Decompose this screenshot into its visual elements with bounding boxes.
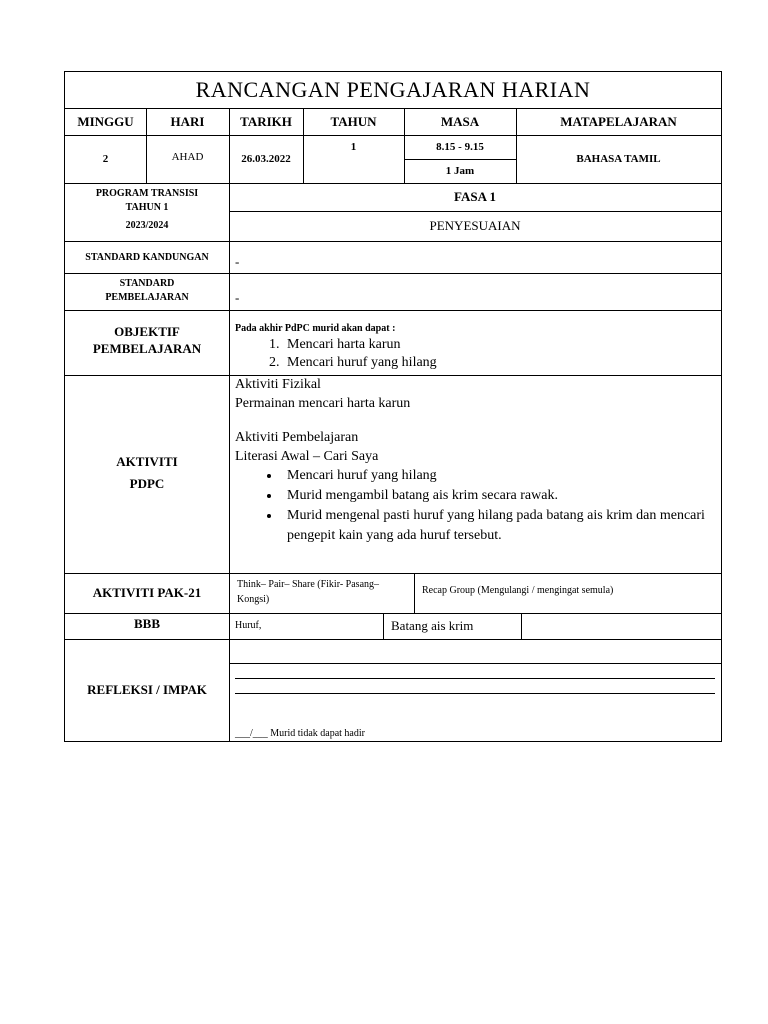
pak21-label: AKTIVITI PAK-21 [92, 585, 202, 600]
header-tarikh: TARIKH [240, 113, 292, 129]
aktiviti-fizikal-text: Permainan mencari harta karun [235, 396, 411, 411]
topic-label: PENYESUAIAN [429, 218, 521, 233]
bbb-item1: Huruf, [235, 620, 262, 631]
objektif-list [235, 336, 715, 372]
standard-kandungan-value: - [235, 254, 240, 269]
objektif-label-line1: OBJEKTIF [114, 324, 180, 339]
fasa-label: FASA 1 [453, 189, 496, 204]
aktiviti-pembelajaran-heading: Aktiviti Pembelajaran [235, 430, 359, 445]
refleksi-label: REFLEKSI / IMPAK [87, 682, 207, 697]
program-line3: 2023/2024 [125, 220, 169, 231]
refleksi-line [235, 693, 715, 694]
objektif-item: 2. Mencari huruf yang hilang [283, 354, 715, 372]
value-matapelajaran: BAHASA TAMIL [576, 153, 661, 165]
objektif-content [235, 322, 715, 374]
aktiviti-bullet: • Mencari huruf yang hilang [281, 466, 719, 486]
bbb-item3 [527, 618, 717, 636]
objektif-item: 1. Mencari harta karun [283, 336, 715, 354]
bbb-label: BBB [133, 616, 160, 631]
header-hari: HARI [170, 113, 205, 129]
aktiviti-bullet: • Murid mengambil batang ais krim secara rawak. [281, 486, 719, 506]
page-title: RANCANGAN PENGAJARAN HARIAN [195, 77, 591, 102]
header-matapelajaran: MATAPELAJARAN [560, 113, 677, 129]
value-tarikh: 26.03.2022 [241, 153, 291, 165]
bbb-item2: Batang ais krim [391, 618, 474, 633]
aktiviti-bullet-list [235, 466, 719, 546]
refleksi-line [235, 678, 715, 679]
aktiviti-label-line2: PDPC [129, 476, 165, 491]
aktiviti-label-line1: AKTIVITI [116, 454, 178, 469]
header-masa: MASA [440, 113, 480, 129]
sp-label-line1: STANDARD [119, 278, 175, 289]
sp-label-line2: PEMBELAJARAN [105, 292, 189, 303]
standard-pembelajaran-value: - [235, 290, 240, 305]
aktiviti-pembelajaran-text: Literasi Awal – Cari Saya [235, 449, 379, 464]
value-tahun: 1 [350, 141, 357, 153]
aktiviti-label [65, 375, 229, 573]
value-minggu: 2 [102, 153, 109, 165]
objektif-label [65, 310, 229, 375]
value-masa-duration: 1 Jam [445, 165, 475, 177]
standard-pembelajaran-label [65, 273, 229, 310]
pak21-item2: Recap Group (Mengulangi / mengingat semula) [422, 585, 614, 596]
program-line1: PROGRAM TRANSISI [95, 188, 199, 199]
program-line2: TAHUN 1 [125, 202, 169, 213]
aktiviti-content [235, 375, 719, 573]
objektif-label-line2: PEMBELAJARAN [92, 341, 202, 356]
lesson-plan-table [64, 71, 722, 742]
header-tahun: TAHUN [330, 113, 377, 129]
value-hari: AHAD [171, 151, 204, 163]
header-minggu: MINGGU [77, 113, 134, 129]
value-masa-time: 8.15 - 9.15 [436, 141, 484, 153]
pak21-item1: Think– Pair– Share (Fikir- Pasang– Kongsi) [237, 579, 380, 605]
aktiviti-fizikal-heading: Aktiviti Fizikal [235, 377, 321, 392]
program-label [65, 183, 229, 241]
aktiviti-bullet: • Murid mengenal pasti huruf yang hilang pada batang ais krim dan mencari pengepit kain yang ada huruf tersebut. [281, 506, 719, 546]
objektif-intro: Pada akhir PdPC murid akan dapat : [235, 323, 396, 334]
refleksi-footer: ___/___ Murid tidak dapat hadir [235, 728, 365, 739]
standard-kandungan-label: STANDARD KANDUNGAN [85, 251, 209, 263]
